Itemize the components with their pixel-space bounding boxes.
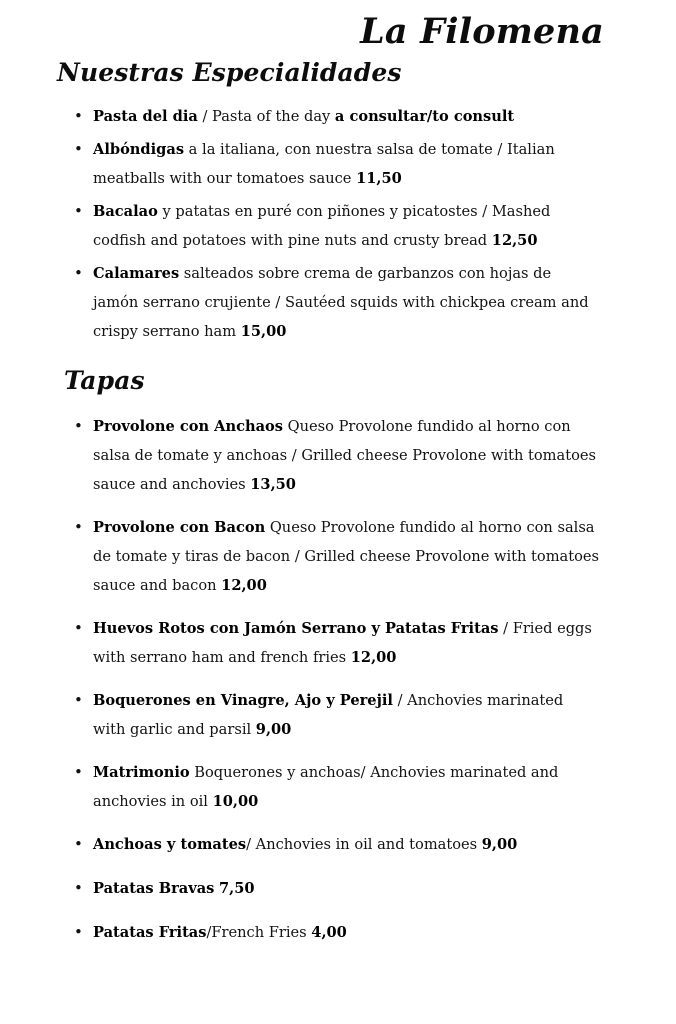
item-name: Anchoas y tomates (93, 836, 247, 853)
menu-item-list-tapas (0, 412, 676, 962)
item-name: Provolone con Bacon (93, 519, 266, 536)
item-name: Patatas Fritas (93, 924, 207, 941)
item-description: / Anchovies in oil and tomatoes (246, 836, 482, 853)
bullet-icon: • (74, 518, 83, 536)
item-price: 12,50 (491, 232, 538, 249)
menu-item-list-especialidades (0, 102, 676, 350)
item-price: 12,00 (221, 577, 267, 594)
item-description: Queso Provolone fundido al horno con salsa de tomate y tiras de bacon / Grilled cheese Provolone with tomatoes sauce and bacon (93, 519, 600, 594)
menu-item (0, 614, 676, 672)
menu-item (0, 758, 676, 816)
bullet-icon: • (74, 140, 83, 158)
bullet-icon: • (74, 879, 83, 897)
menu-item (0, 918, 676, 947)
item-description: / Pasta of the day (197, 108, 335, 125)
menu-item (0, 830, 676, 859)
item-name: Boquerones en Vinagre, Ajo y Perejil (93, 692, 393, 709)
menu-item (0, 197, 676, 255)
item-name: Calamares (93, 265, 180, 282)
item-price: a consultar/to consult (334, 108, 515, 125)
restaurant-title: La Filomena (360, 11, 604, 52)
menu-item (0, 102, 676, 131)
section-heading-especialidades: Nuestras Especialidades (57, 58, 402, 87)
bullet-icon: • (74, 691, 83, 709)
bullet-icon: • (74, 202, 83, 220)
item-price: 13,50 (250, 476, 296, 493)
item-description: / Anchovies marinated with garlic and parsil (93, 692, 564, 738)
item-price: 7,50 (219, 880, 255, 897)
item-price: 9,00 (255, 721, 292, 738)
item-price: 9,00 (481, 836, 518, 853)
item-name: Patatas Bravas (93, 880, 215, 897)
section-heading-tapas: Tapas (64, 366, 145, 395)
bullet-icon: • (74, 107, 83, 125)
item-price: 15,00 (240, 323, 287, 340)
menu-item (0, 412, 676, 499)
item-name: Huevos Rotos con Jamón Serrano y Patatas Fritas (93, 620, 499, 637)
menu-item (0, 259, 676, 346)
item-description: /French Fries (206, 924, 312, 941)
item-price: 12,00 (350, 649, 397, 666)
item-description: / Fried eggs with serrano ham and french fries (93, 620, 592, 666)
bullet-icon: • (74, 417, 83, 435)
item-price: 4,00 (311, 924, 347, 941)
item-description: salteados sobre crema de garbanzos con hojas de jamón serrano crujiente / Sautéed squids with chickpea cream and crispy serrano ham (93, 265, 589, 340)
bullet-icon: • (74, 763, 83, 781)
item-name: Bacalao (93, 203, 158, 220)
item-price: 11,50 (356, 170, 402, 187)
bullet-icon: • (74, 264, 83, 282)
menu-item (0, 686, 676, 744)
menu-item (0, 874, 676, 903)
bullet-icon: • (74, 835, 83, 853)
menu-item (0, 135, 676, 193)
item-description: Queso Provolone fundido al horno con salsa de tomate y anchoas / Grilled cheese Provolone with tomatoes sauce and anchovies (93, 418, 596, 493)
menu-item (0, 513, 676, 600)
item-description: Boquerones y anchoas/ Anchovies marinated and anchovies in oil (93, 764, 559, 810)
item-name: Provolone con Anchaos (93, 418, 284, 435)
item-name: Albóndigas (93, 141, 185, 158)
item-description: y patatas en puré con piñones y picatostes / Mashed codfish and potatoes with pine nuts and crusty bread (93, 203, 551, 249)
item-price: 10,00 (212, 793, 259, 810)
item-name: Matrimonio (93, 764, 190, 781)
item-description: a la italiana, con nuestra salsa de tomate / Italian meatballs with our tomatoes sauce (93, 141, 555, 187)
bullet-icon: • (74, 923, 83, 941)
bullet-icon: • (74, 619, 83, 637)
item-name: Pasta del dia (93, 108, 198, 125)
